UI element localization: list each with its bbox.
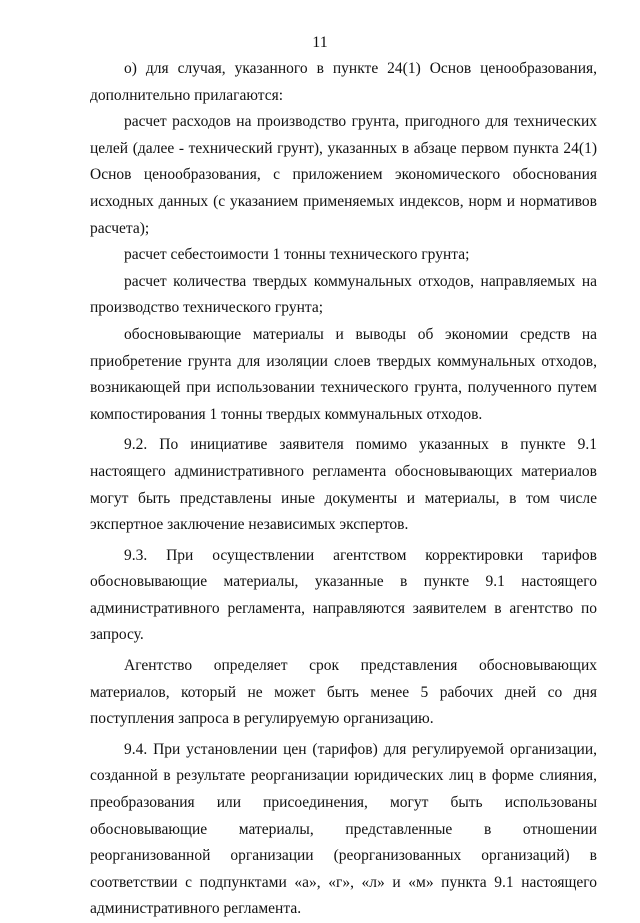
document-body	[90, 56, 597, 923]
paragraph-savings-justification: обосновывающие материалы и выводы об экономии средств на приобретение грунта для изоляции слоев твердых коммунальных отходов, возникающей при использовании технического грунта, полученного путем компостирования 1 тонны твердых коммунальных отходов.	[90, 325, 597, 423]
paragraph-item-o: о) для случая, указанного в пункте 24(1) Основ ценообразования, дополнительно прилагаются:	[90, 60, 597, 104]
paragraph-9-3: 9.3. При осуществлении агентством корректировки тарифов обосновывающие материалы, указанные в пункте 9.1 настоящего административного регламента, направляются заявителем в агентство по запросу.	[90, 546, 597, 644]
paragraph-waste-quantity: расчет количества твердых коммунальных отходов, направляемых на производство технического грунта;	[90, 272, 597, 317]
paragraph-cost-calculation: расчет расходов на производство грунта, пригодного для технических целей (далее - технический грунт), указанных в абзаце первом пункта 24(1) Основ ценообразования, с приложением экономического обоснования исходных данных (с указанием применяемых индексов, норм и нормативов расчета);	[90, 113, 597, 237]
paragraph-unit-cost: расчет себестоимости 1 тонны технического грунта;	[124, 246, 470, 264]
page-number: 11	[312, 34, 328, 51]
paragraph-9-4: 9.4. При установлении цен (тарифов) для регулируемой организации, созданной в результате реорганизации юридических лиц в форме слияния, преобразования или присоединения, могут быть использованы обосновывающие материалы, представленные в отношении реорганизованной организации (реорганизованных организаций) в соответствии с подпунктами «а», «г», «л» и «м» пункта 9.1 настоящего административного регламента.	[90, 740, 597, 918]
paragraph-9-2: 9.2. По инициативе заявителя помимо указанных в пункте 9.1 настоящего административного регламента обосновывающих материалов могут быть представлены иные документы и материалы, в том числе экспертное заключение независимых экспертов.	[90, 436, 597, 534]
paragraph-agency-deadline: Агентство определяет срок представления обосновывающих материалов, который не может быть менее 5 рабочих дней со дня поступления запроса в регулируемую организацию.	[90, 657, 597, 728]
